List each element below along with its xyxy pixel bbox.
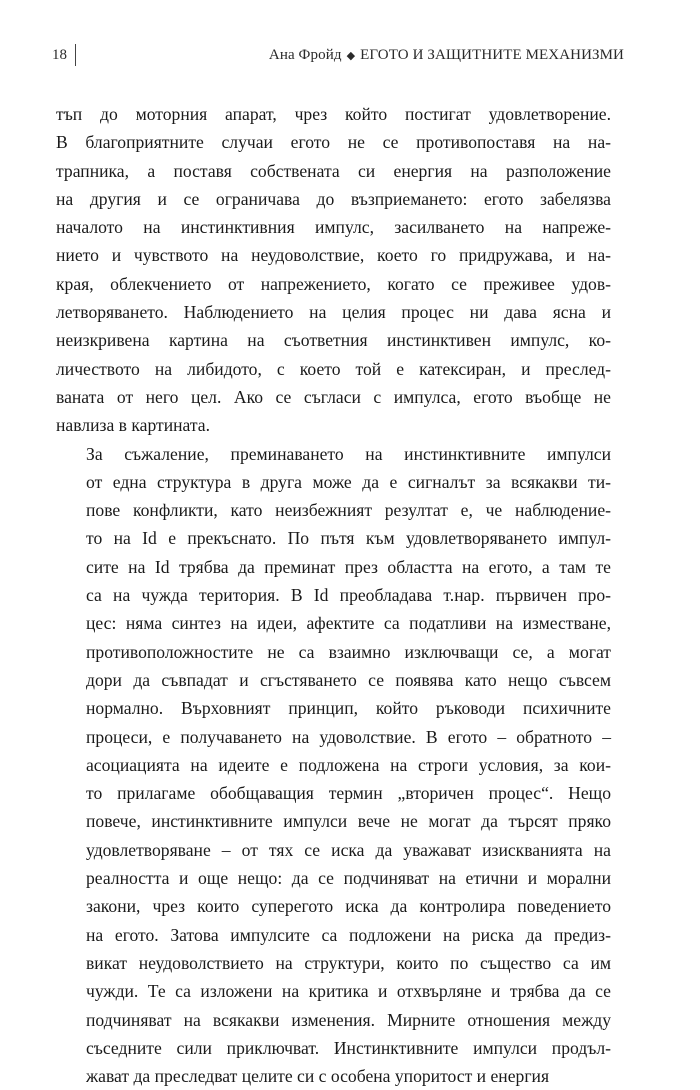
body-text xyxy=(56,100,611,1090)
text-line: удовлетворяване – от тях се иска да уважават изискванията на xyxy=(86,839,611,860)
text-line: летворяването. Наблюдението на целия процес ни дава ясна и xyxy=(56,302,611,323)
text-line: жават да преследват целите си с особена упоритост и енергия xyxy=(86,1066,550,1087)
text-line: навлиза в картината. xyxy=(56,415,210,436)
running-header xyxy=(52,40,624,70)
text-line: нието и чувството на неудоволствие, което го придружава, и на- xyxy=(56,245,611,266)
text-line: от една структура в друга може да е сигналът за всякакви ти- xyxy=(86,471,611,492)
text-line: то прилагаме обобщаващия термин „вторичен процес“. Нещо xyxy=(86,783,611,804)
text-line: асоциацията на идеите е подложена на строги условия, за кои- xyxy=(86,754,611,775)
text-line: нормално. Върховният принцип, който ръководи психичните xyxy=(86,698,611,719)
text-line: подчиняват на всякакви изменения. Мирните отношения между xyxy=(86,1009,611,1030)
text-line: процеси, е получаването на удоволствие. В егото – обратното – xyxy=(86,726,611,747)
running-title xyxy=(269,47,624,64)
diamond-separator-icon: ◆ xyxy=(346,49,356,62)
page-number: 18 xyxy=(52,46,67,63)
text-line: края, облекчението от напрежението, когато се преживее удов- xyxy=(56,273,611,294)
page-number-block xyxy=(52,44,76,66)
book-title: ЕГОТО И ЗАЩИТНИТЕ МЕХАНИЗМИ xyxy=(360,46,624,63)
text-line: ваната от него цел. Ако се съгласи с импулса, егото въобще не xyxy=(56,386,611,407)
text-line: неизкривена картина на съответния инстинктивен импулс, ко- xyxy=(56,330,611,351)
text-line: цес: няма синтез на идеи, афектите са податливи на изместване, xyxy=(86,613,611,634)
text-line: пове конфликти, като неизбежният резултат е, че наблюдение- xyxy=(86,500,611,521)
text-line: сите на Id трябва да преминат през областта на егото, а там те xyxy=(86,556,611,577)
text-line: повече, инстинктивните импулси вече не могат да търсят пряко xyxy=(86,811,611,832)
text-line: на егото. Затова импулсите са подложени на риска да предиз- xyxy=(86,924,611,945)
text-line: тъп до моторния апарат, чрез който постигат удовлетворение. xyxy=(56,104,611,124)
text-line: За съжаление, преминаването на инстинктивните импулси xyxy=(86,443,611,464)
text-line: дори да съвпадат и сгъстяването се появява като нещо съвсем xyxy=(86,669,611,690)
text-line: то на Id е прекъснато. По пътя към удовлетворяването импул- xyxy=(86,528,611,549)
paragraph xyxy=(56,440,611,1090)
text-line: чужди. Те са изложени на критика и отхвърляне и трябва да се xyxy=(86,981,611,1002)
text-line: викат неудоволствието на структури, които по същество са им xyxy=(86,952,611,973)
text-line: В благоприятните случаи егото не се противопоставя на на- xyxy=(56,132,611,153)
text-line: противоположностите не са взаимно изключващи се, а могат xyxy=(86,641,611,662)
text-line: закони, чрез които суперегото иска да контролира поведението xyxy=(86,896,611,917)
paragraph xyxy=(56,100,611,440)
text-line: съседните сили приключват. Инстинктивните импулси продъл- xyxy=(86,1037,611,1058)
author-name: Ана Фройд xyxy=(268,46,342,63)
text-line: трапника, а поставя собствената си енергия на разположение xyxy=(56,160,611,181)
text-line: реалността и още нещо: да се подчиняват на етични и морални xyxy=(86,868,611,889)
text-line: личеството на либидото, с което той е катексиран, и преслед- xyxy=(56,358,611,379)
text-line: са на чужда територия. В Id преобладава т.нар. първичен про- xyxy=(86,585,611,606)
text-line: на другия и се ограничава до възприемането: егото забелязва xyxy=(56,188,611,209)
header-divider xyxy=(75,44,76,66)
text-line: началото на инстинктивния импулс, засилването на напреже- xyxy=(56,217,611,238)
